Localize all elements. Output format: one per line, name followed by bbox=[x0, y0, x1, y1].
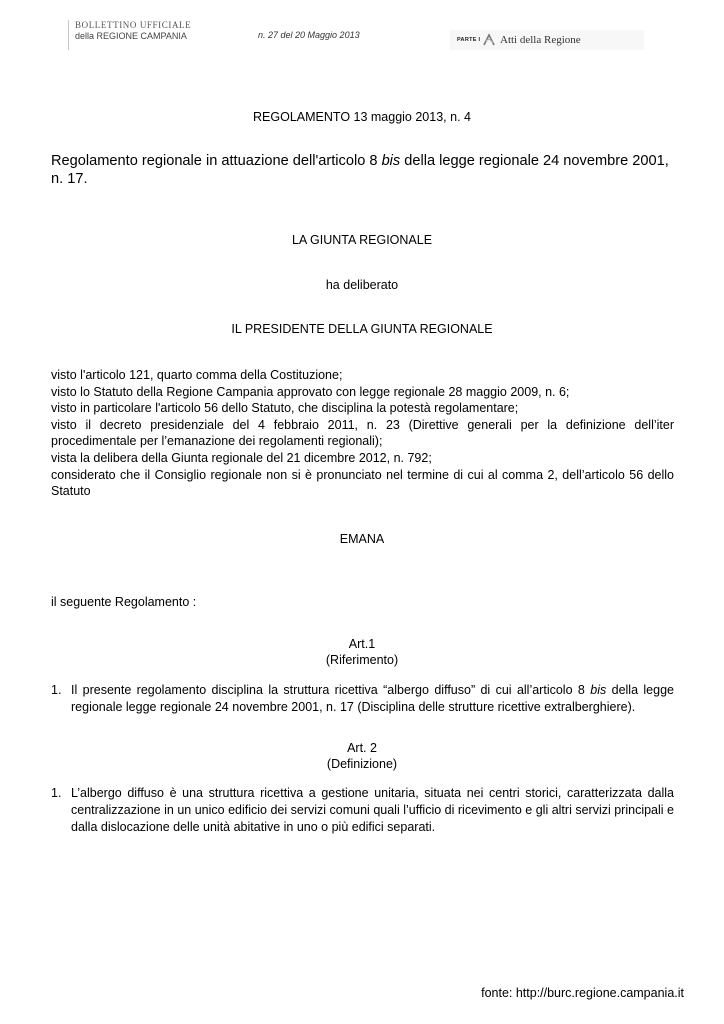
title-text-1: Regolamento regionale in attuazione dell'articolo 8 bbox=[51, 153, 382, 169]
issue-number: n. 27 del 20 Maggio 2013 bbox=[258, 30, 360, 40]
recital-2: visto lo Statuto della Regione Campania approvato con legge regionale 28 maggio 2009, n. 6; bbox=[51, 384, 570, 399]
article-2-item-number: 1. bbox=[51, 786, 62, 800]
recital-4: visto il decreto presidenziale del 4 febbraio 2011, n. 23 (Direttive generali per la definizione dell’iter procedimentale per l’emanazione dei regolamenti regionali); bbox=[51, 417, 674, 449]
logo-line-2: della REGIONE CAMPANIA bbox=[75, 31, 187, 41]
emana-heading: EMANA bbox=[339, 532, 385, 546]
article-1-text-1: Il presente regolamento disciplina la struttura ricettiva “albergo diffuso” di cui all’articolo 8 bbox=[71, 683, 591, 697]
article-1-italic: bis bbox=[590, 683, 607, 697]
article-2-paragraph bbox=[51, 785, 674, 835]
article-1-paragraph bbox=[51, 682, 674, 716]
article-2-text: L’albergo diffuso è una struttura ricettiva a gestione unitaria, situata nei centri storici, caratterizzata dalla centralizzazione in un unico edificio dei servizi comuni quali l’ufficio di ricevimento e gli altri servizi principali e dalla dislocazione delle unità abitative in uno o più edifici separati. bbox=[71, 786, 674, 834]
section-part-label: PARTE I bbox=[457, 37, 481, 43]
seguente-line: il seguente Regolamento : bbox=[51, 595, 197, 609]
article-1-item-number: 1. bbox=[51, 683, 62, 697]
deliberato-line: ha deliberato bbox=[325, 278, 399, 292]
source-footer: fonte: http://burc.regione.campania.it bbox=[481, 986, 684, 1000]
section-mark-icon bbox=[481, 33, 497, 47]
article-1-text bbox=[71, 682, 674, 716]
logo-line-1: BOLLETTINO UFFICIALE bbox=[75, 20, 192, 30]
bulletin-logo bbox=[68, 20, 192, 50]
regulation-heading: REGOLAMENTO 13 maggio 2013, n. 4 bbox=[253, 110, 471, 124]
regulation-title bbox=[51, 152, 681, 188]
title-italic: bis bbox=[381, 153, 401, 169]
title-text-2: della legge regionale 24 novembre 2001, n. 17. bbox=[51, 153, 669, 187]
article-1-text-2: della legge regionale legge regionale 24 novembre 2001, n. 17 (Disciplina delle strutture ricettive extralberghiere). bbox=[71, 683, 674, 714]
recitals bbox=[51, 367, 674, 500]
recital-3: visto in particolare l'articolo 56 dello Statuto, che disciplina la potestà regolamentare; bbox=[51, 401, 519, 416]
article-2-heading: (Definizione) bbox=[326, 757, 398, 771]
article-1-heading: (Riferimento) bbox=[325, 653, 399, 667]
recital-5: vista la delibera della Giunta regionale del 21 dicembre 2012, n. 792; bbox=[51, 450, 432, 465]
giunta-heading: LA GIUNTA REGIONALE bbox=[291, 233, 433, 247]
article-2-number: Art. 2 bbox=[347, 741, 377, 755]
recital-6: considerato che il Consiglio regionale non si è pronunciato nel termine di cui al comma 2, dell’articolo 56 dello Statuto bbox=[51, 467, 674, 499]
article-1-number: Art.1 bbox=[348, 637, 376, 651]
presidente-heading: IL PRESIDENTE DELLA GIUNTA REGIONALE bbox=[231, 322, 493, 336]
recital-1: visto l'articolo 121, quarto comma della Costituzione; bbox=[51, 368, 343, 382]
section-title: Atti della Regione bbox=[500, 34, 581, 46]
